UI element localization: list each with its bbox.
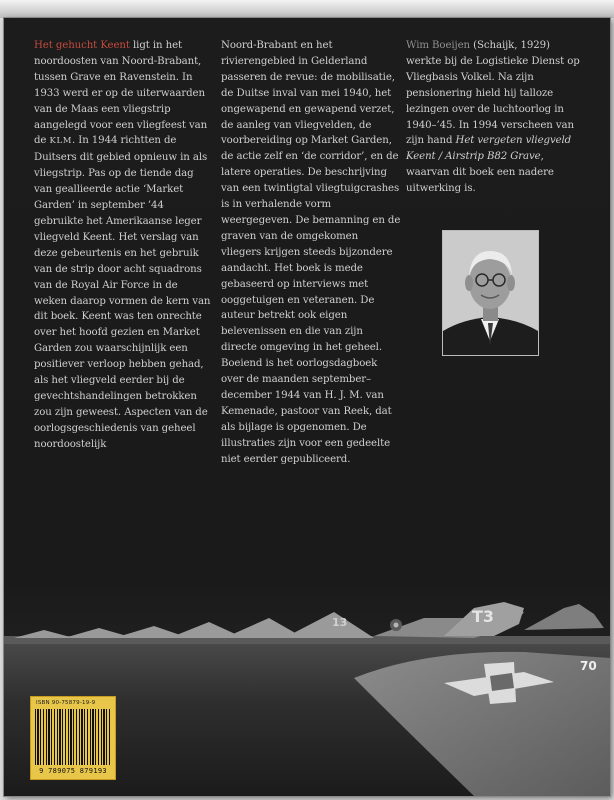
aircraft-code-left: 13 bbox=[332, 616, 348, 629]
column2-text: Noord-Brabant en het rivierengebied in Gelderland passeren de revue: de mobilisatie, de Duitse inval van mei 1940, het ongewapend en gewapend verzet, de aanleg van vliegvelden, de voorbereiding op Market Garden, de actie zelf en ‘de corridor’, en de latere operaties. De beschrijving van een twintigtal vliegtuigcrashes is in verhalende vorm weergegeven. De bemanning en de graven van de omgekomen vliegers krijgen steeds bijzondere aandacht. Het boek is mede gebaseerd op interviews met ooggetuigen en veteranen. De auteur betrekt ook eigen belevenissen en die van zijn directe omgeving in het geheel. Boeiend is het oorlogsdagboek over de maanden september–december 1944 van H. J. M. van Kemenade, pastoor van Reek, dat als bijlage is opgenomen. De illustraties zijn voor een gedeelte niet eerder gepubliceerd. bbox=[221, 40, 401, 465]
aircraft-code-near: 70 bbox=[580, 659, 597, 673]
text-column-3 bbox=[406, 38, 584, 197]
author-portrait-image bbox=[443, 231, 538, 355]
klm-abbr: KLM bbox=[49, 136, 72, 147]
book-back-cover bbox=[4, 18, 610, 796]
isbn-label: ISBN 90-75879-19-9 bbox=[36, 700, 96, 706]
barcode-bars bbox=[35, 709, 111, 765]
barcode bbox=[30, 696, 116, 780]
aircraft-code-far: T3 bbox=[472, 607, 495, 626]
author-photo bbox=[442, 230, 539, 356]
author-bio: (Schaijk, 1929) werkte bij de Logistieke Dienst op Vliegbasis Volkel. Na zijn pensionering hield hij talloze lezingen over de luchtoorlog in 1940–’45. In 1994 verscheen van zijn hand bbox=[406, 40, 580, 147]
book-title: Het vergeten vliegveld Keent / Airstrip B82 Grave bbox=[406, 135, 572, 163]
title-accent: Het gehucht Keent bbox=[34, 40, 130, 51]
text-column-1 bbox=[34, 38, 212, 453]
author-name: Wim Boeijen bbox=[406, 40, 471, 51]
column1-text: ligt in het noordoosten van Noord-Brabant, tussen Grave en Ravenstein. In 1933 werd er op de uiterwaarden van de Maas een vliegstrip aangelegd voor een vliegfeest van de bbox=[34, 40, 208, 147]
column1-text-cont: . In 1944 richtten de Duitsers dit gebied opnieuw in als vliegstrip. Pas op de tiende dag van geallieerde actie ‘Market Garden’ in september ’44 gebruikte het Amerikaanse leger vliegveld Keent. Het verslag van deze gebeurtenis en het gebruik van de strip door acht squadrons van de Royal Air Force in de weken daarop vormen de kern van dit boek. Keent was ten onrechte over het hoofd gezien en Market Garden zou waarschijnlijk een positiever verloop hebben gehad, als het vliegveld eerder bij de gevechtshandelingen betrokken zou zijn geweest. Aspecten van de oorlogsgeschiedenis van geheel noordoostelijk bbox=[34, 135, 211, 450]
author-bio-cont: , waarvan dit boek een nadere uitwerking is. bbox=[406, 151, 554, 195]
barcode-number: 9 789075 879193 bbox=[39, 767, 107, 775]
text-column-2 bbox=[221, 38, 401, 467]
book-top-edge bbox=[0, 0, 614, 18]
